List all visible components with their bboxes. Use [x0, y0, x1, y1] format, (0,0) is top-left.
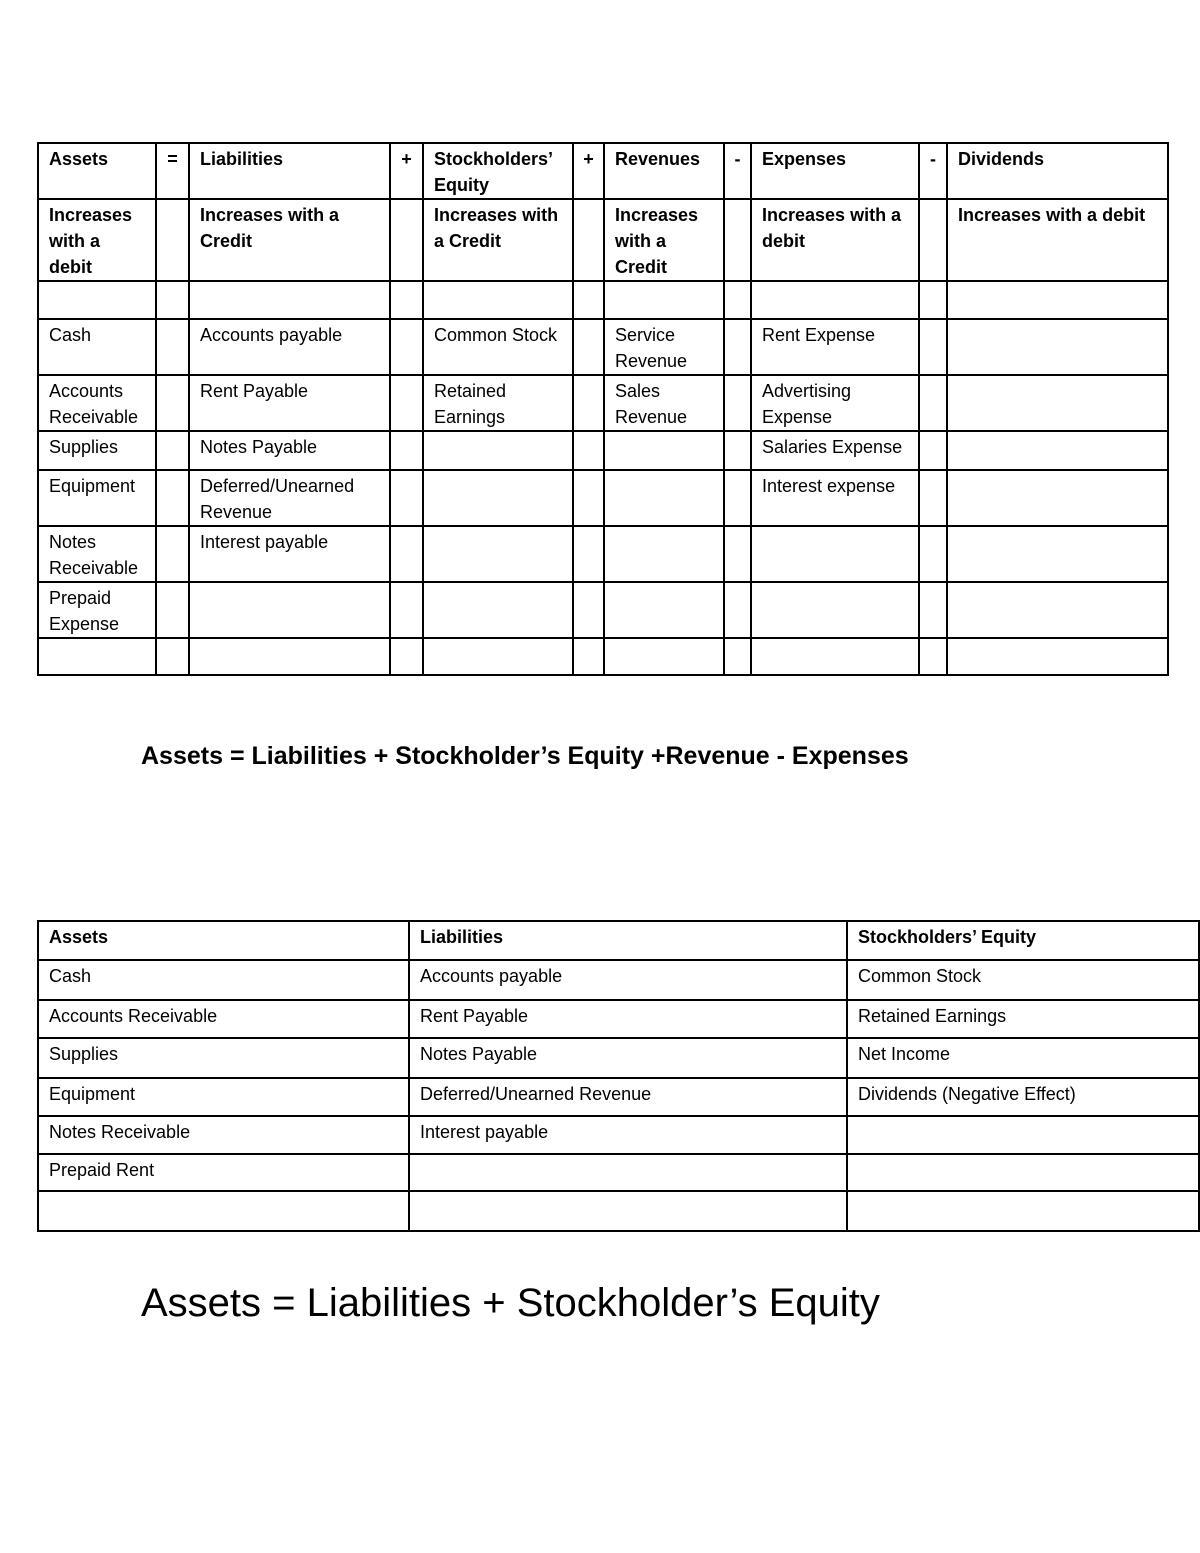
rule-cell: Increases with a Credit [423, 199, 573, 281]
table-cell [409, 1191, 847, 1231]
header-cell: Revenues [604, 143, 724, 199]
table-cell: Interest expense [751, 470, 919, 526]
table-cell [156, 281, 189, 319]
table-cell: Accounts payable [409, 960, 847, 1000]
rule-cell: Increases with a debit [751, 199, 919, 281]
table-row [38, 281, 1168, 319]
table-cell [423, 431, 573, 470]
operator-cell [156, 199, 189, 281]
table-cell: Supplies [38, 1038, 409, 1078]
table-cell [156, 638, 189, 675]
table-cell [390, 281, 423, 319]
table-cell: Common Stock [423, 319, 573, 375]
table-cell: Prepaid Rent [38, 1154, 409, 1191]
table-cell [390, 319, 423, 375]
table-cell [573, 319, 604, 375]
table-cell [604, 582, 724, 638]
table-cell: Interest payable [409, 1116, 847, 1154]
table-cell [156, 431, 189, 470]
table-cell [573, 638, 604, 675]
table-cell [724, 526, 751, 582]
table-cell [947, 319, 1168, 375]
table-cell [189, 638, 390, 675]
table-cell [604, 431, 724, 470]
table-row [38, 1116, 1199, 1154]
table-cell: Rent Payable [409, 1000, 847, 1038]
table-cell: Equipment [38, 470, 156, 526]
table-cell [847, 1191, 1199, 1231]
table-cell [573, 281, 604, 319]
table-cell [390, 470, 423, 526]
table-cell [390, 431, 423, 470]
table-cell [919, 319, 947, 375]
table-cell [919, 431, 947, 470]
table-cell [919, 375, 947, 431]
table-row [38, 375, 1168, 431]
table-cell [604, 470, 724, 526]
table-row [38, 1038, 1199, 1078]
table-cell [38, 281, 156, 319]
table-cell [390, 638, 423, 675]
table-cell [847, 1116, 1199, 1154]
table-cell [724, 582, 751, 638]
table-cell [751, 526, 919, 582]
table-cell [156, 375, 189, 431]
table-cell: Sales Revenue [604, 375, 724, 431]
table-cell [919, 526, 947, 582]
table-cell [947, 431, 1168, 470]
table-cell [724, 375, 751, 431]
table-cell: Retained Earnings [423, 375, 573, 431]
table-row [38, 960, 1199, 1000]
table-cell [751, 582, 919, 638]
table-cell [423, 526, 573, 582]
header-cell: Liabilities [189, 143, 390, 199]
table-cell [156, 470, 189, 526]
table-cell: Interest payable [189, 526, 390, 582]
table-row [38, 1000, 1199, 1038]
table-cell [156, 582, 189, 638]
header-cell: Stockholders’ Equity [847, 921, 1199, 960]
header-cell: Expenses [751, 143, 919, 199]
table-cell [919, 281, 947, 319]
table-cell [847, 1154, 1199, 1191]
table-cell: Common Stock [847, 960, 1199, 1000]
table-cell [573, 526, 604, 582]
operator-cell: = [156, 143, 189, 199]
table-row [38, 1154, 1199, 1191]
table-cell: Notes Receivable [38, 526, 156, 582]
table-row [38, 319, 1168, 375]
operator-cell: - [724, 143, 751, 199]
table-cell [423, 582, 573, 638]
table-cell: Prepaid Expense [38, 582, 156, 638]
operator-cell [919, 199, 947, 281]
operator-cell: - [919, 143, 947, 199]
table-row [38, 638, 1168, 675]
table-cell: Cash [38, 319, 156, 375]
table-cell [724, 319, 751, 375]
table-cell: Notes Payable [409, 1038, 847, 1078]
table-cell [947, 582, 1168, 638]
table-cell: Advertising Expense [751, 375, 919, 431]
table-cell [724, 431, 751, 470]
table-cell [751, 638, 919, 675]
table-cell [156, 526, 189, 582]
table-cell [189, 281, 390, 319]
table-cell: Accounts Receivable [38, 375, 156, 431]
table-cell [423, 470, 573, 526]
table-cell [409, 1154, 847, 1191]
table-cell [947, 470, 1168, 526]
table-cell: Notes Payable [189, 431, 390, 470]
table-header-row [38, 921, 1199, 960]
table-cell: Equipment [38, 1078, 409, 1116]
table-cell [724, 638, 751, 675]
balance-sheet-accounts-table [37, 920, 1200, 1232]
operator-cell [573, 199, 604, 281]
table-cell [751, 281, 919, 319]
operator-cell [724, 199, 751, 281]
rule-cell: Increases with a Credit [189, 199, 390, 281]
table-cell [573, 470, 604, 526]
header-cell: Assets [38, 921, 409, 960]
table-cell: Notes Receivable [38, 1116, 409, 1154]
accounts-rules-table [37, 142, 1169, 676]
header-cell: Stockholders’ Equity [423, 143, 573, 199]
table-cell [947, 281, 1168, 319]
operator-cell: + [573, 143, 604, 199]
operator-cell: + [390, 143, 423, 199]
table-cell: Retained Earnings [847, 1000, 1199, 1038]
table-cell [423, 281, 573, 319]
table-cell [390, 582, 423, 638]
table-cell [423, 638, 573, 675]
table-cell [604, 638, 724, 675]
table-cell: Rent Payable [189, 375, 390, 431]
table-cell: Supplies [38, 431, 156, 470]
header-cell: Dividends [947, 143, 1168, 199]
table-cell [573, 375, 604, 431]
table-cell [724, 281, 751, 319]
table-cell: Rent Expense [751, 319, 919, 375]
table-cell [724, 470, 751, 526]
table-cell [604, 526, 724, 582]
table-cell: Dividends (Negative Effect) [847, 1078, 1199, 1116]
operator-cell [390, 199, 423, 281]
table-cell [156, 319, 189, 375]
table-cell: Accounts Receivable [38, 1000, 409, 1038]
table-cell [947, 375, 1168, 431]
basic-accounting-equation: Assets = Liabilities + Stockholder’s Equity [141, 1281, 880, 1325]
table-cell [947, 526, 1168, 582]
table-cell: Deferred/Unearned Revenue [189, 470, 390, 526]
table-header-row [38, 143, 1168, 199]
table-cell [919, 638, 947, 675]
header-cell: Assets [38, 143, 156, 199]
expanded-accounting-equation: Assets = Liabilities + Stockholder’s Equity +Revenue - Expenses [141, 742, 909, 770]
table-cell [390, 526, 423, 582]
table-cell [573, 431, 604, 470]
table-row [38, 431, 1168, 470]
increase-rule-row [38, 199, 1168, 281]
table-cell: Cash [38, 960, 409, 1000]
rule-cell: Increases with a debit [38, 199, 156, 281]
table-cell [189, 582, 390, 638]
table-row [38, 526, 1168, 582]
table-row [38, 470, 1168, 526]
header-cell: Liabilities [409, 921, 847, 960]
rule-cell: Increases with a Credit [604, 199, 724, 281]
table-cell: Deferred/Unearned Revenue [409, 1078, 847, 1116]
table-cell: Net Income [847, 1038, 1199, 1078]
table-cell: Accounts payable [189, 319, 390, 375]
table-cell [390, 375, 423, 431]
table-cell [919, 470, 947, 526]
table-cell [38, 1191, 409, 1231]
table-row [38, 1191, 1199, 1231]
table-cell: Salaries Expense [751, 431, 919, 470]
table-row [38, 582, 1168, 638]
table-cell: Service Revenue [604, 319, 724, 375]
table-cell [604, 281, 724, 319]
table-cell [947, 638, 1168, 675]
table-cell [919, 582, 947, 638]
table-cell [573, 582, 604, 638]
rule-cell: Increases with a debit [947, 199, 1168, 281]
table-row [38, 1078, 1199, 1116]
table-cell [38, 638, 156, 675]
